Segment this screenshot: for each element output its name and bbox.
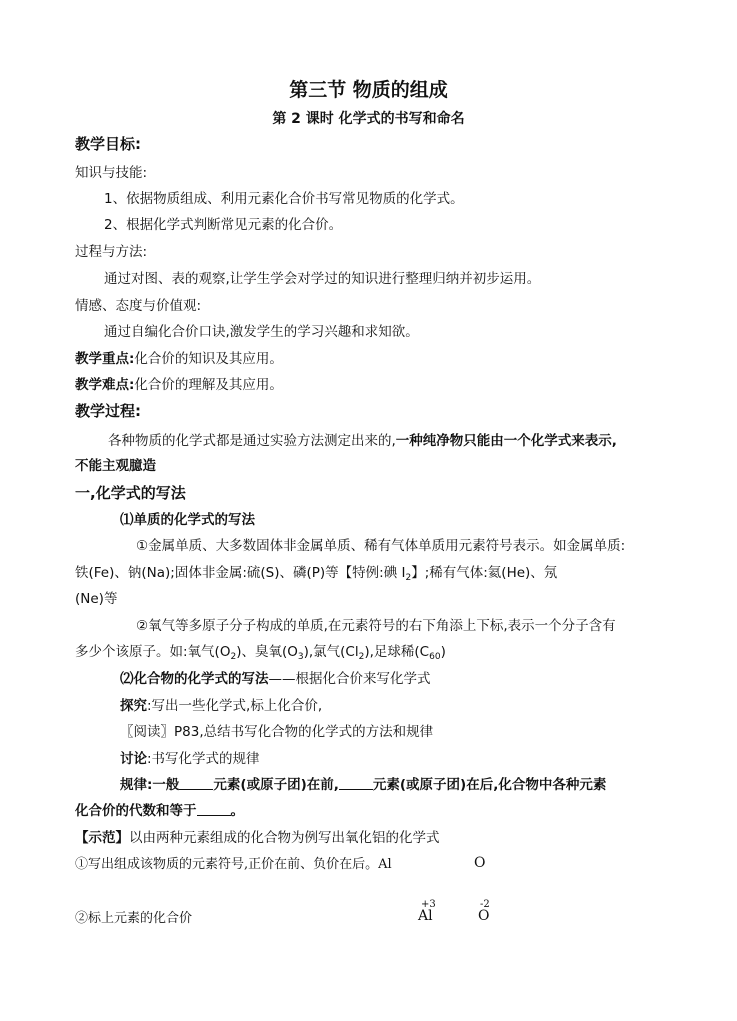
paragraph-1-line-2 bbox=[75, 564, 557, 582]
discuss-text: :书写化学式的规律 bbox=[147, 751, 260, 767]
focus-line bbox=[75, 350, 283, 368]
difficulty-line bbox=[75, 376, 283, 394]
rule-blank-1[interactable] bbox=[179, 777, 213, 790]
ozone-subscript: 3 bbox=[297, 652, 304, 662]
difficulty-label: 教学难点: bbox=[75, 377, 135, 393]
rule-line2-text: 化合价的代数和等于 bbox=[75, 803, 197, 819]
subsection-2-bold: ⑵化合物的化学式的写法 bbox=[120, 671, 269, 687]
p2-part-e: ) bbox=[440, 644, 446, 660]
explore-line bbox=[120, 697, 322, 715]
p1-line2-part-b: 】;稀有气体:氦(He)、氖 bbox=[411, 565, 558, 581]
difficulty-text: 化合价的理解及其应用。 bbox=[134, 377, 283, 393]
subsection-2-normal: ——根据化合价来写化学式 bbox=[268, 671, 431, 687]
emotion-label: 情感、态度与价值观: bbox=[75, 298, 202, 314]
knowledge-label: 知识与技能: bbox=[75, 165, 148, 181]
step-2-oxygen-symbol: O bbox=[478, 908, 490, 924]
process-method-label: 过程与方法: bbox=[75, 244, 148, 260]
intro-bold: 一种纯净物只能由一个化学式来表示, bbox=[395, 433, 617, 449]
knowledge-item-1: 1、依据物质组成、利用元素化合价书写常见物质的化学式。 bbox=[104, 191, 464, 207]
subsection-2-heading bbox=[120, 670, 431, 688]
paragraph-1-line-3: (Ne)等 bbox=[75, 591, 118, 607]
explore-text: :写出一些化学式,标上化合价, bbox=[147, 698, 323, 714]
discuss-line bbox=[120, 750, 260, 768]
paragraph-2-line-1: ②氧气等多原子分子构成的单质,在元素符号的右下角添上下标,表示一个分子含有 bbox=[136, 618, 616, 634]
focus-text: 化合价的知识及其应用。 bbox=[134, 351, 283, 367]
discuss-label: 讨论 bbox=[120, 751, 147, 767]
paragraph-2-line-2 bbox=[75, 643, 446, 661]
emotion-text: 通过自编化合价口诀,激发学生的学习兴趣和求知欲。 bbox=[104, 324, 419, 340]
explore-label: 探究 bbox=[120, 698, 147, 714]
p2-part-c: ),氯气(Cl bbox=[303, 644, 359, 660]
lesson-subtitle: 第 2 课时 化学式的书写和命名 bbox=[272, 111, 465, 127]
p2-part-a: 多少个该原子。如:氧气(O bbox=[75, 644, 231, 660]
knowledge-item-2: 2、根据化学式判断常见元素的化合价。 bbox=[104, 217, 343, 233]
step-1-text: ①写出组成该物质的元素符号,正价在前、负价在后。Al bbox=[75, 857, 392, 872]
demo-line bbox=[75, 829, 440, 847]
oxygen-subscript: 2 bbox=[230, 652, 237, 662]
rule-blank-3[interactable] bbox=[197, 803, 231, 816]
step-2-text: ②标上元素的化合价 bbox=[75, 911, 193, 926]
chlorine-subscript: 2 bbox=[358, 652, 365, 662]
step-1-oxygen-symbol: O bbox=[474, 855, 486, 871]
subsection-1-heading: ⑴单质的化学式的写法 bbox=[120, 512, 255, 528]
rule-blank-2[interactable] bbox=[339, 777, 373, 790]
intro-line-2: 不能主观臆造 bbox=[75, 458, 156, 474]
iodine-subscript: 2 bbox=[405, 573, 412, 583]
p1-line2-part-a: 铁(Fe)、钠(Na);固体非金属:硫(S)、磷(P)等【特例:碘 I bbox=[75, 565, 406, 581]
intro-normal: 各种物质的化学式都是通过实验方法测定出来的, bbox=[108, 433, 396, 449]
rule-part-b: 元素(或原子团)在前, bbox=[213, 777, 339, 793]
aluminum-valence: +3 bbox=[421, 899, 436, 910]
step-2-aluminum-symbol: Al bbox=[418, 908, 433, 924]
section-1-heading: 一,化学式的写法 bbox=[75, 484, 186, 502]
process-heading: 教学过程: bbox=[75, 402, 141, 420]
fullerene-subscript: 60 bbox=[429, 652, 441, 662]
rule-end: 。 bbox=[230, 803, 244, 819]
rule-line-1 bbox=[120, 776, 606, 794]
paragraph-1-line-1: ①金属单质、大多数固体非金属单质、稀有气体单质用元素符号表示。如金属单质: bbox=[136, 538, 626, 554]
oxygen-valence: -2 bbox=[480, 899, 490, 910]
rule-part-c: 元素(或原子团)在后,化合物中各种元素 bbox=[372, 777, 607, 793]
p2-part-b: )、臭氧(O bbox=[236, 644, 298, 660]
demo-label: 【示范】 bbox=[75, 830, 129, 846]
page-title: 第三节 物质的组成 bbox=[289, 79, 448, 101]
read-line: 〖阅读〗P83,总结书写化合物的化学式的方法和规律 bbox=[120, 724, 434, 740]
demo-text: 以由两种元素组成的化合物为例写出氧化铝的化学式 bbox=[129, 830, 440, 846]
rule-line-2 bbox=[75, 802, 244, 820]
rule-part-a: 规律:一般 bbox=[120, 777, 180, 793]
process-method-text: 通过对图、表的观察,让学生学会对学过的知识进行整理归纳并初步运用。 bbox=[104, 271, 541, 287]
intro-line-1 bbox=[108, 432, 617, 450]
p2-part-d: ),足球稀(C bbox=[364, 644, 430, 660]
focus-label: 教学重点: bbox=[75, 351, 135, 367]
goals-heading: 教学目标: bbox=[75, 135, 141, 153]
